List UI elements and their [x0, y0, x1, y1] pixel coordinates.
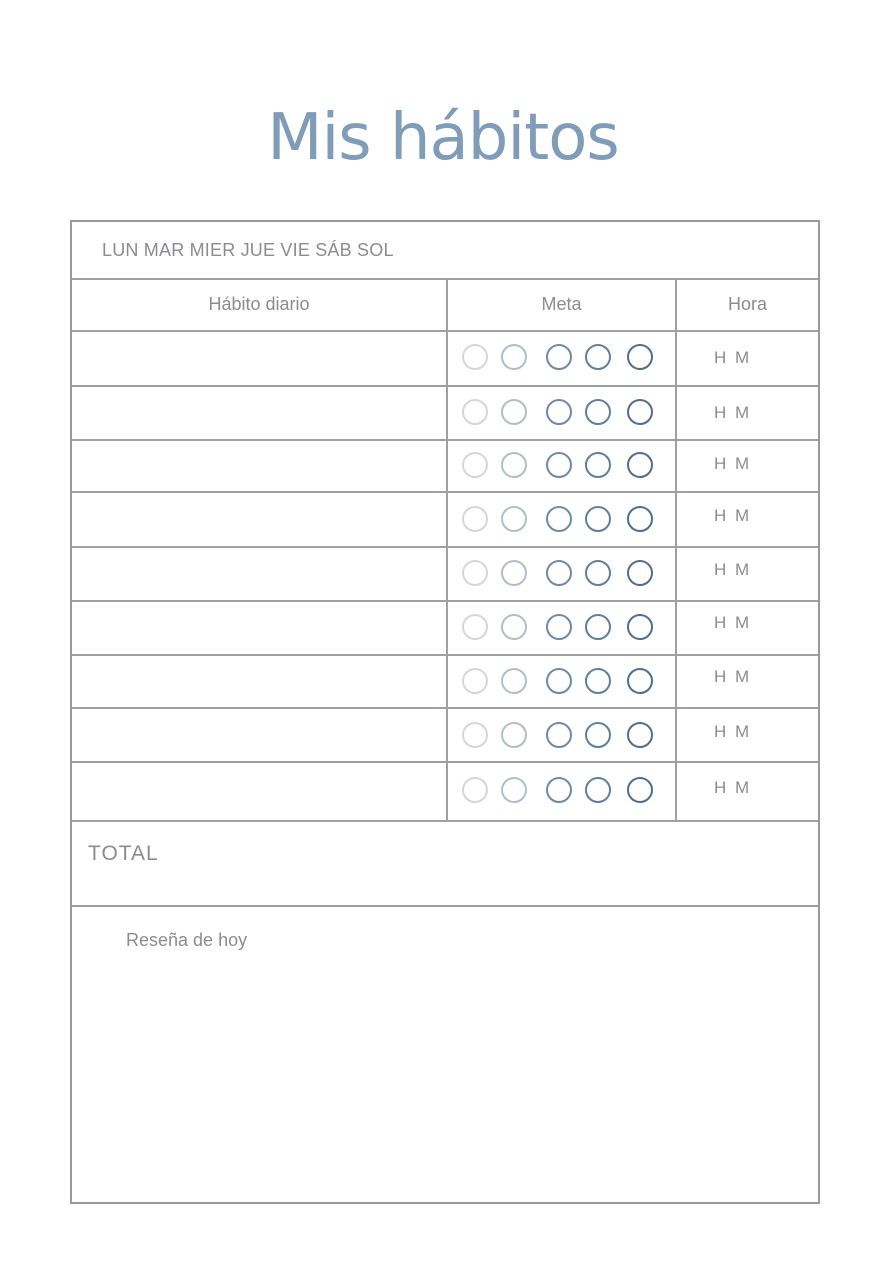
time-field[interactable]: H M	[714, 667, 752, 686]
goal-circle[interactable]	[546, 344, 572, 370]
weekday-selector[interactable]: LUN MAR MIER JUE VIE SÁB SOL	[102, 240, 394, 260]
goal-circles	[448, 602, 676, 655]
goal-circle[interactable]	[546, 614, 572, 640]
column-header-habit: Hábito diario	[208, 294, 310, 314]
goal-circle[interactable]	[501, 399, 527, 425]
goal-circle[interactable]	[585, 560, 611, 586]
goal-circle[interactable]	[585, 344, 611, 370]
goal-circle[interactable]	[501, 560, 527, 586]
goal-circle[interactable]	[627, 452, 653, 478]
goal-circle[interactable]	[585, 777, 611, 803]
time-field[interactable]: H M	[714, 560, 752, 579]
habit-input[interactable]	[72, 656, 446, 709]
goal-circle[interactable]	[627, 668, 653, 694]
goal-circle[interactable]	[501, 344, 527, 370]
divider	[72, 905, 818, 907]
goal-circle[interactable]	[546, 560, 572, 586]
goal-circle[interactable]	[627, 614, 653, 640]
table-row	[72, 332, 818, 385]
goal-circle[interactable]	[627, 344, 653, 370]
habit-input[interactable]	[72, 387, 446, 440]
goal-circle[interactable]	[627, 399, 653, 425]
goal-circle[interactable]	[546, 668, 572, 694]
goal-circle[interactable]	[546, 777, 572, 803]
time-field[interactable]: H M	[714, 613, 752, 632]
daily-review-label: Reseña de hoy	[126, 930, 248, 950]
goal-circle[interactable]	[462, 777, 488, 803]
habit-input[interactable]	[72, 548, 446, 601]
goal-circle[interactable]	[462, 722, 488, 748]
page-title: Mis hábitos	[267, 101, 619, 175]
table-row	[72, 709, 818, 762]
goal-circle[interactable]	[501, 668, 527, 694]
goal-circle[interactable]	[546, 399, 572, 425]
table-row	[72, 763, 818, 820]
table-row	[72, 656, 818, 709]
divider	[72, 820, 818, 822]
goal-circle[interactable]	[627, 722, 653, 748]
goal-circle[interactable]	[546, 722, 572, 748]
goal-circle[interactable]	[462, 668, 488, 694]
column-header-time: Hora	[727, 294, 767, 314]
total-label: TOTAL	[88, 842, 159, 865]
habit-input[interactable]	[72, 440, 446, 493]
goal-circle[interactable]	[462, 344, 488, 370]
goal-circle[interactable]	[627, 506, 653, 532]
goal-circle[interactable]	[585, 668, 611, 694]
goal-circle[interactable]	[585, 399, 611, 425]
goal-circle[interactable]	[462, 452, 488, 478]
goal-circle[interactable]	[501, 722, 527, 748]
goal-circle[interactable]	[546, 452, 572, 478]
goal-circle[interactable]	[462, 560, 488, 586]
goal-circles	[448, 440, 676, 493]
time-field[interactable]: H M	[714, 454, 752, 473]
goal-circle[interactable]	[627, 560, 653, 586]
column-header-goal: Meta	[541, 294, 582, 314]
table-row	[72, 440, 818, 493]
table-row	[72, 548, 818, 601]
goal-circles	[448, 332, 676, 385]
goal-circle[interactable]	[546, 506, 572, 532]
habit-input[interactable]	[72, 332, 446, 385]
goal-circles	[448, 763, 676, 820]
table-row	[72, 387, 818, 440]
habit-input[interactable]	[72, 709, 446, 762]
goal-circle[interactable]	[501, 614, 527, 640]
habit-tracker-sheet	[70, 220, 820, 1204]
time-field[interactable]: H M	[714, 506, 752, 525]
habit-input[interactable]	[72, 602, 446, 655]
divider	[72, 278, 818, 280]
goal-circles	[448, 387, 676, 440]
goal-circle[interactable]	[585, 722, 611, 748]
goal-circle[interactable]	[585, 452, 611, 478]
goal-circles	[448, 548, 676, 601]
goal-circle[interactable]	[501, 452, 527, 478]
time-field[interactable]: H M	[714, 403, 752, 422]
goal-circle[interactable]	[585, 506, 611, 532]
goal-circles	[448, 709, 676, 762]
goal-circle[interactable]	[627, 777, 653, 803]
goal-circle[interactable]	[462, 614, 488, 640]
goal-circles	[448, 494, 676, 547]
goal-circle[interactable]	[585, 614, 611, 640]
time-field[interactable]: H M	[714, 722, 752, 741]
goal-circles	[448, 656, 676, 709]
goal-circle[interactable]	[462, 506, 488, 532]
goal-circle[interactable]	[501, 506, 527, 532]
time-field[interactable]: H M	[714, 348, 752, 367]
habit-input[interactable]	[72, 494, 446, 547]
habit-input[interactable]	[72, 763, 446, 820]
table-row	[72, 494, 818, 547]
goal-circle[interactable]	[462, 399, 488, 425]
goal-circle[interactable]	[501, 777, 527, 803]
time-field[interactable]: H M	[714, 778, 752, 797]
table-row	[72, 602, 818, 655]
